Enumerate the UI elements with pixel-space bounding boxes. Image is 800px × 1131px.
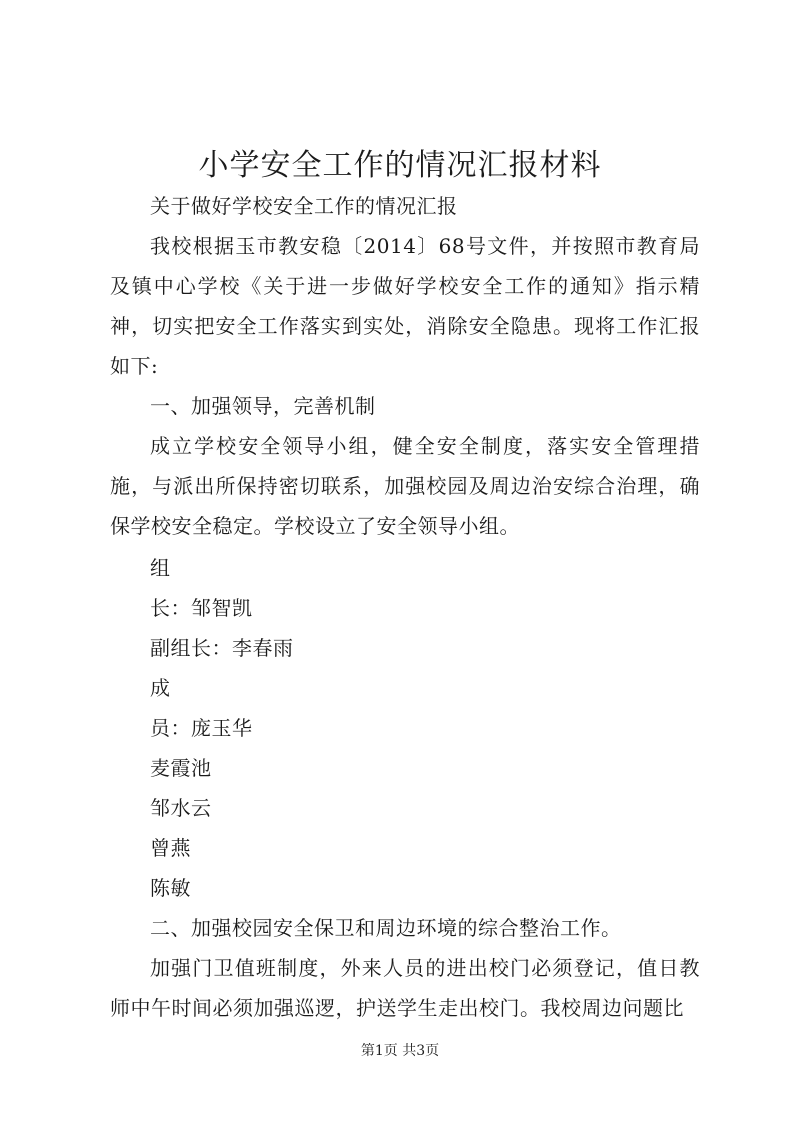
page-footer: 第1页 共3页 (360, 1043, 440, 1059)
paragraph-intro: 我校根据玉市教安稳〔2014〕68号文件，并按照市教育局及镇中心学校《关于进一步做好学校安全工作的通知》指示精神，切实把安全工作落实到实处，消除安全隐患。现将工作汇报如下: (110, 234, 700, 378)
subtitle-line: 关于做好学校安全工作的情况汇报 (150, 194, 458, 218)
team-list (110, 548, 700, 908)
team-members-label-part2: 员：庞玉华 (150, 716, 253, 740)
team-leader-label-part1: 组 (150, 556, 171, 580)
document-body (110, 186, 700, 1028)
paragraph-leadership: 成立学校安全领导小组，健全安全制度，落实安全管理措施，与派出所保持密切联系，加强校园及周边治安综合治理，确保学校安全稳定。学校设立了安全领导小组。 (110, 434, 700, 538)
section-two-heading: 二、加强校园安全保卫和周边环境的综合整治工作。 (150, 916, 622, 940)
team-member: 邹水云 (150, 796, 212, 820)
document-title: 小学安全工作的情况汇报材料 (198, 148, 602, 183)
team-members-label-part1: 成 (150, 676, 171, 700)
team-leader-label-part2: 长：邹智凯 (150, 596, 253, 620)
team-member: 麦霞池 (150, 756, 212, 780)
team-deputy: 副组长：李春雨 (150, 636, 294, 660)
section-one-heading: 一、加强领导，完善机制 (150, 394, 376, 418)
team-member: 曾燕 (150, 836, 191, 860)
paragraph-security: 加强门卫值班制度，外来人员的进出校门必须登记，值日教师中午时间必须加强巡逻，护送学生走出校门。我校周边问题比 (110, 956, 700, 1020)
team-member: 陈敏 (150, 876, 191, 900)
